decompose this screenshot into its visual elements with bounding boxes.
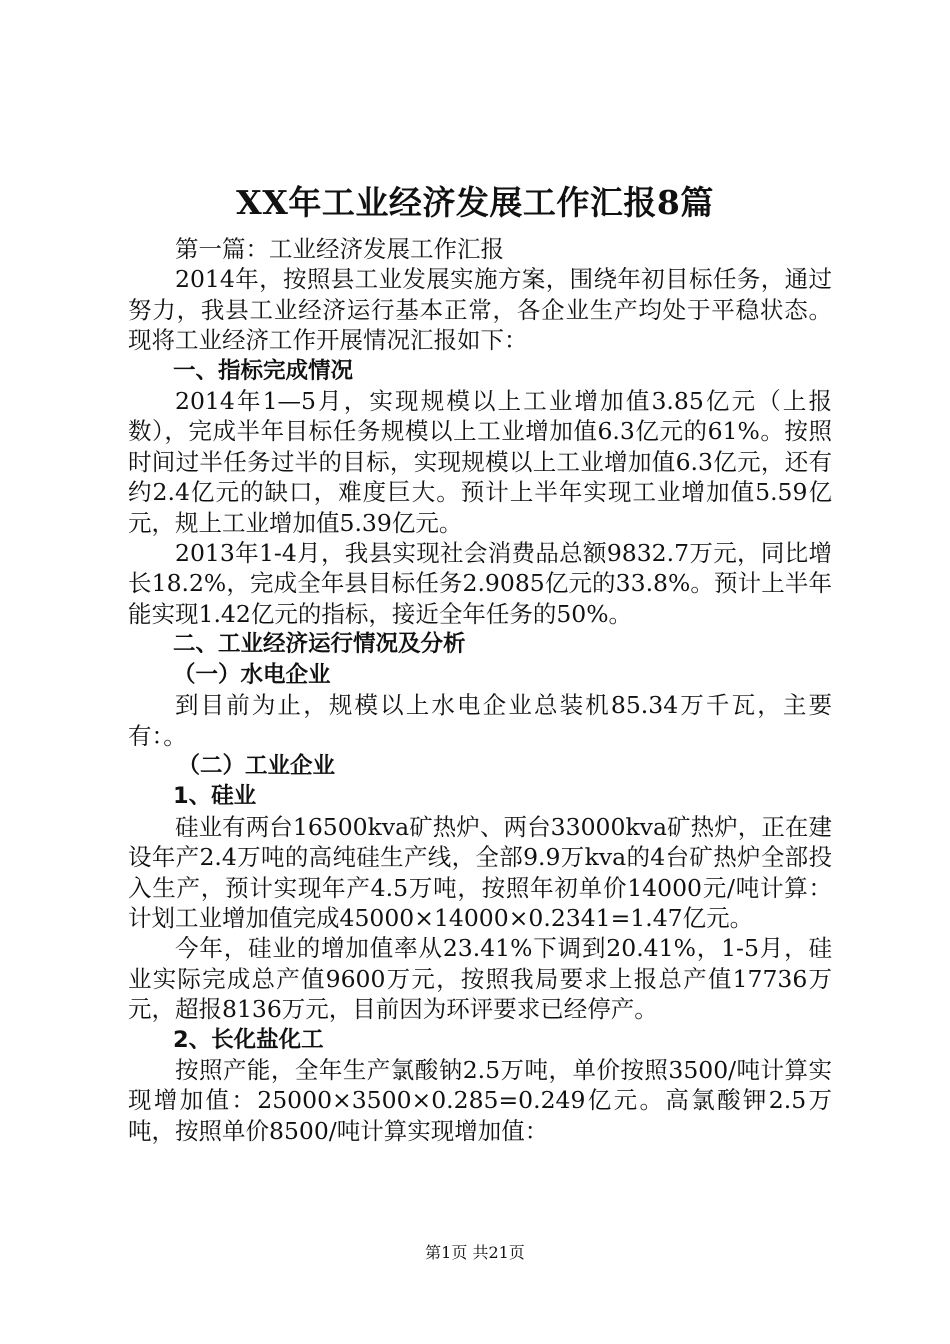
item-heading: 1、硅业 — [173, 783, 257, 810]
section-heading: 一、指标完成情况 — [173, 357, 354, 384]
paragraph: 硅业有两台16500kva矿热炉、两台33000kva矿热炉，正在建设年产2.4万吨的高纯硅生产线，全部9.9万kva的4台矿热炉全部投入生产，预计实现年产4.5万吨，按照年初单价14000元/吨计算：计划工业增加值完成45000×14000×0.2341=1.47亿元。 — [128, 812, 832, 932]
document-body — [128, 234, 832, 1146]
subsection-heading: （一）水电企业 — [173, 661, 331, 688]
item-heading: 2、长化盐化工 — [173, 1026, 324, 1053]
paragraph: 到目前为止，规模以上水电企业总装机85.34万千瓦，主要有：。 — [128, 691, 832, 750]
paragraph: 按照产能，全年生产氯酸钠2.5万吨，单价按照3500/吨计算实现增加值：25000×3500×0.285=0.249亿元。高氯酸钾2.5万吨，按照单价8500/吨计算实现增加值： — [128, 1055, 832, 1145]
paragraph: 2013年1-4月，我县实现社会消费品总额9832.7万元，同比增长18.2%，完成全年县目标任务2.9085亿元的33.8%。预计上半年能实现1.42亿元的指标，接近全年任务的50%。 — [128, 539, 832, 628]
section-subtitle: 第一篇：工业经济发展工作汇报 — [175, 235, 504, 263]
document-title: XX年工业经济发展工作汇报8篇 — [236, 183, 714, 222]
subsection-heading: （二）工业企业 — [177, 752, 336, 779]
paragraph: 今年，硅业的增加值率从23.41%下调到20.41%，1-5月，硅业实际完成总产值9600万元，按照我局要求上报总产值17736万元，超报8136万元，目前因为环评要求已经停产。 — [128, 934, 832, 1024]
page-number-footer: 第1页 共21页 — [425, 1243, 525, 1262]
paragraph: 2014年，按照县工业发展实施方案，围绕年初目标任务，通过努力，我县工业经济运行基本正常，各企业生产均处于平稳状态。现将工业经济工作开展情况汇报如下： — [128, 265, 832, 355]
section-heading: 二、工业经济运行情况及分析 — [173, 631, 466, 658]
paragraph: 2014年1—5月，实现规模以上工业增加值3.85亿元（上报数），完成半年目标任务规模以上工业增加值6.3亿元的61%。按照时间过半任务过半的目标，实现规模以上工业增加值6.3亿元，还有约2.4亿元的缺口，难度巨大。预计上半年实现工业增加值5.59亿元，规上工业增加值5.39亿元。 — [128, 387, 832, 537]
